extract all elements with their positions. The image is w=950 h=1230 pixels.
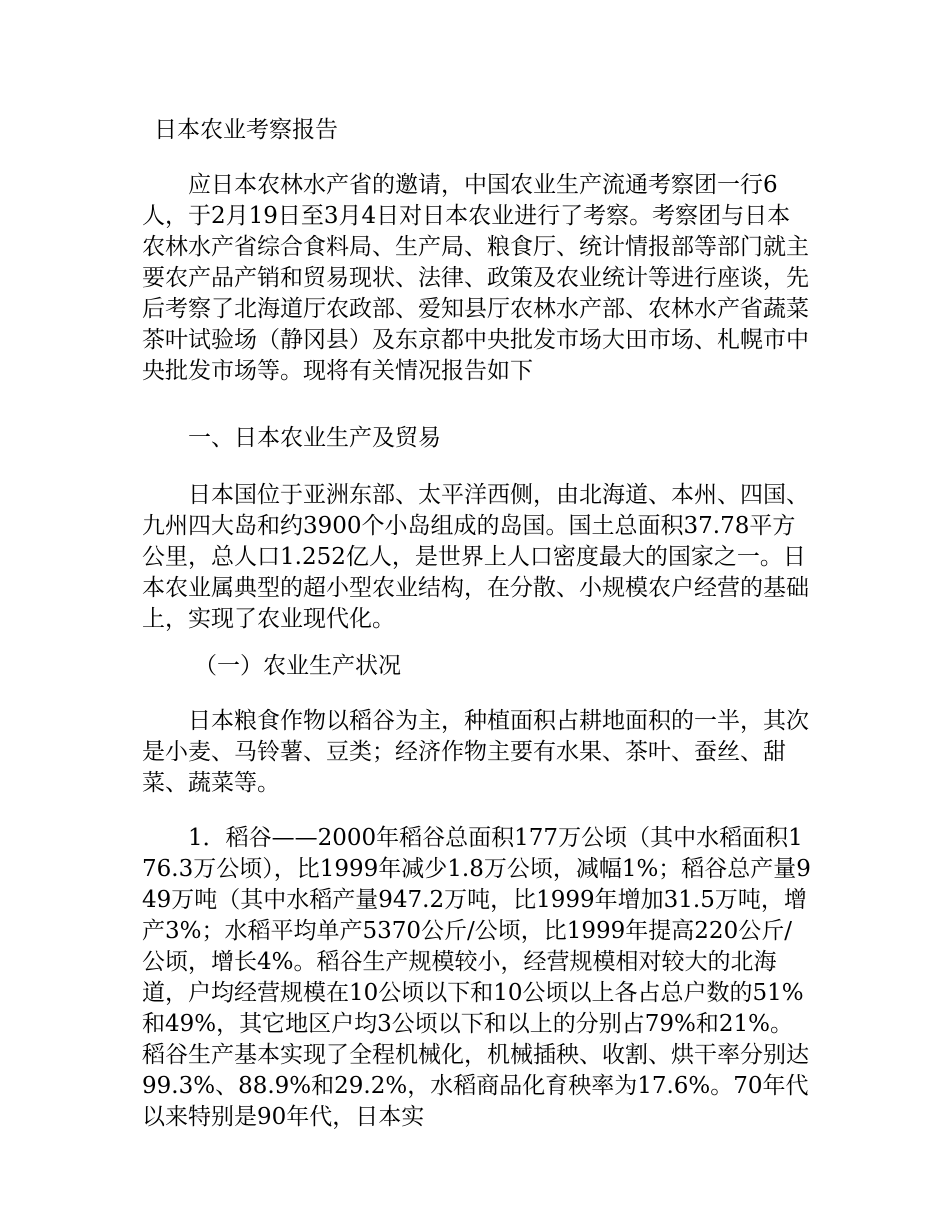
- document-title: 日本农业考察报告: [154, 117, 338, 143]
- rice-production-paragraph: 1．稻谷——2000年稻谷总面积177万公顷（其中水稻面积176.3万公顷），比1999年减少1.8万公顷，减幅1%；稻谷总产量949万吨（其中水稻产量947.2万吨，比1999年增加31.5万吨，增产3%；水稻平均单产5370公斤/公顷，比1999年提高220公斤/公顷，增长4%。稻谷生产规模较小，经营规模相对较大的北海道，户均经营规模在10公顷以下和10公顷以上各占总户数的51%和49%，其它地区户均3公顷以下和以上的分别占79%和21%。稻谷生产基本实现了全程机械化，机械插秧、收割、烘干率分别达99.3%、88.9%和29.2%，水稻商品化育秧率为17.6%。70年代以来特别是90年代，日本实: [142, 825, 811, 1130]
- subsection-heading-production-status: （一）农业生产状况: [194, 653, 401, 679]
- section-heading-agriculture-production-trade: 一、日本农业生产及贸易: [188, 425, 441, 451]
- crop-types-paragraph: 日本粮食作物以稻谷为主，种植面积占耕地面积的一半，其次是小麦、马铃薯、豆类；经济作物主要有水果、茶叶、蚕丝、甜菜、蔬菜等。: [142, 708, 809, 796]
- intro-paragraph: 应日本农林水产省的邀请，中国农业生产流通考察团一行6人，于2月19日至3月4日对日本农业进行了考察。考察团与日本农林水产省综合食料局、生产局、粮食厅、统计情报部等部门就主要农产品产销和贸易现状、法律、政策及农业统计等进行座谈，先后考察了北海道厅农政部、爱知县厅农林水产部、农林水产省蔬菜茶叶试验场（静冈县）及东京都中央批发市场大田市场、札幌市中央批发市场等。现将有关情况报告如下: [142, 172, 809, 384]
- japan-overview-paragraph: 日本国位于亚洲东部、太平洋西侧，由北海道、本州、四国、九州四大岛和约3900个小岛组成的岛国。国土总面积37.78平方公里，总人口1.252亿人，是世界上人口密度最大的国家之一。日本农业属典型的超小型农业结构，在分散、小规模农户经营的基础上，实现了农业现代化。: [142, 482, 809, 632]
